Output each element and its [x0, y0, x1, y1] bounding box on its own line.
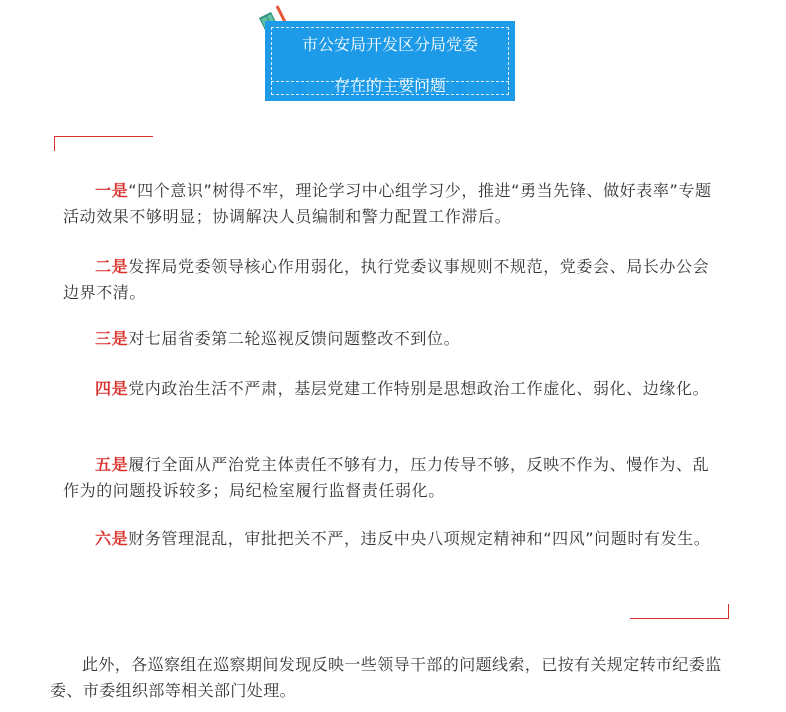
- issue-item-2: [63, 254, 723, 306]
- frame-corner-bottom-right: [630, 604, 729, 619]
- issue-text: 发挥局党委领导核心作用弱化，执行党委议事规则不规范，党委会、局长办公会边界不清。: [63, 257, 710, 302]
- issue-text: “四个意识”树得不牢，理论学习中心组学习少，推进“勇当先锋、做好表率”专题活动效果不够明显；协调解决人员编制和警力配置工作滞后。: [63, 181, 712, 226]
- footer-paragraph: 此外，各巡察组在巡察期间发现反映一些领导干部的问题线索，已按有关规定转市纪委监委、市委组织部等相关部门处理。: [50, 655, 722, 700]
- issue-lead: 六是: [95, 529, 129, 548]
- issue-item-1: [63, 178, 723, 230]
- issue-item-4: [63, 376, 723, 402]
- title-line-1: 市公安局开发区分局党委: [301, 35, 478, 54]
- issue-item-3: [63, 326, 723, 352]
- issue-item-6: [63, 526, 723, 552]
- issue-lead: 二是: [95, 257, 129, 276]
- issue-text: 党内政治生活不严肃，基层党建工作特别是思想政治工作虚化、弱化、边缘化。: [128, 379, 710, 398]
- issue-lead: 四是: [95, 379, 129, 398]
- frame-corner-top-left: [54, 136, 153, 151]
- title-line-2: 存在的主要问题: [333, 76, 446, 95]
- issue-text: 财务管理混乱，审批把关不严，违反中央八项规定精神和“四风”问题时有发生。: [128, 529, 711, 548]
- issue-item-5: [63, 452, 723, 504]
- issue-lead: 五是: [95, 455, 129, 474]
- issue-text: 对七届省委第二轮巡视反馈问题整改不到位。: [128, 329, 461, 348]
- issue-lead: 三是: [95, 329, 129, 348]
- title-banner: [265, 21, 515, 101]
- issue-lead: 一是: [95, 181, 129, 200]
- issue-text: 履行全面从严治党主体责任不够有力，压力传导不够，反映不作为、慢作为、乱作为的问题投诉较多；局纪检室履行监督责任弱化。: [63, 455, 710, 500]
